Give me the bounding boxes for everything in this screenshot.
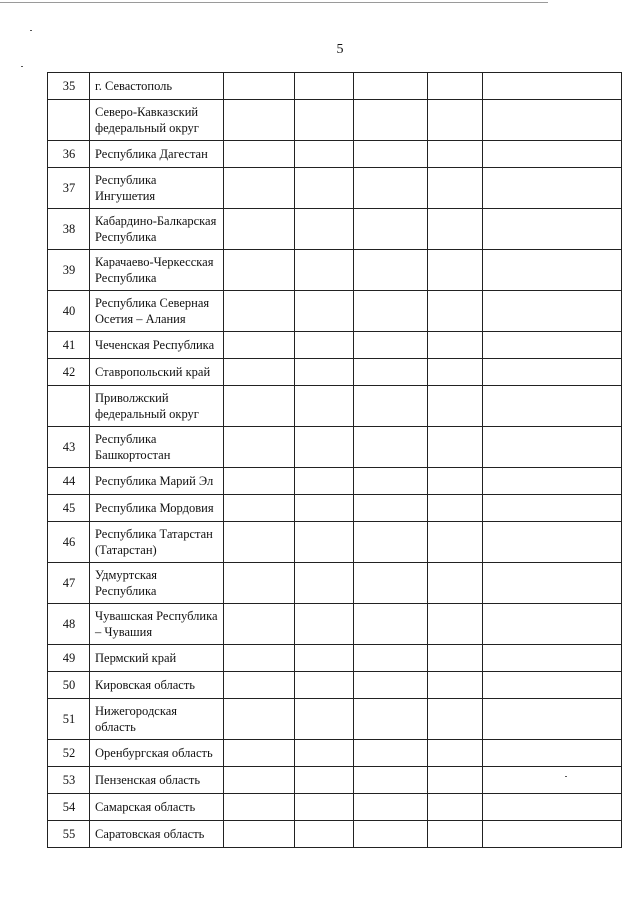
empty-cell xyxy=(224,767,295,794)
row-number-cell: 43 xyxy=(48,427,90,468)
row-number-cell: 41 xyxy=(48,332,90,359)
table-row xyxy=(48,100,622,141)
empty-cell xyxy=(224,359,295,386)
empty-cell xyxy=(224,794,295,821)
row-number-cell: 55 xyxy=(48,821,90,848)
empty-cell xyxy=(295,794,354,821)
region-name-cell: Республика Мордовия xyxy=(90,495,224,522)
region-name-cell: Чеченская Республика xyxy=(90,332,224,359)
empty-cell xyxy=(295,332,354,359)
empty-cell xyxy=(483,740,622,767)
empty-cell xyxy=(295,168,354,209)
empty-cell xyxy=(483,73,622,100)
row-number-cell: 36 xyxy=(48,141,90,168)
empty-cell xyxy=(354,740,428,767)
empty-cell xyxy=(224,699,295,740)
page-number: 5 xyxy=(336,42,344,57)
empty-cell xyxy=(354,209,428,250)
empty-cell xyxy=(295,100,354,141)
region-name-cell: Саратовская область xyxy=(90,821,224,848)
empty-cell xyxy=(354,794,428,821)
empty-cell xyxy=(224,209,295,250)
empty-cell xyxy=(224,604,295,645)
empty-cell xyxy=(483,141,622,168)
empty-cell xyxy=(483,821,622,848)
empty-cell xyxy=(295,821,354,848)
empty-cell xyxy=(428,209,483,250)
empty-cell xyxy=(428,794,483,821)
empty-cell xyxy=(428,495,483,522)
empty-cell xyxy=(224,495,295,522)
table-row xyxy=(48,209,622,250)
table-row xyxy=(48,73,622,100)
top-rule xyxy=(0,2,548,3)
region-name-cell: Пензенская область xyxy=(90,767,224,794)
empty-cell xyxy=(224,468,295,495)
region-name-cell: г. Севастополь xyxy=(90,73,224,100)
region-name-cell: Карачаево-Черкесская Республика xyxy=(90,250,224,291)
empty-cell xyxy=(428,767,483,794)
row-number-cell: 35 xyxy=(48,73,90,100)
empty-cell xyxy=(224,563,295,604)
region-name-cell: Приволжский федеральный округ xyxy=(90,386,224,427)
empty-cell xyxy=(224,291,295,332)
empty-cell xyxy=(224,141,295,168)
table-row xyxy=(48,332,622,359)
empty-cell xyxy=(295,740,354,767)
empty-cell xyxy=(295,359,354,386)
empty-cell xyxy=(428,141,483,168)
row-number-cell: 47 xyxy=(48,563,90,604)
empty-cell xyxy=(428,359,483,386)
empty-cell xyxy=(224,740,295,767)
empty-cell xyxy=(483,332,622,359)
empty-cell xyxy=(354,73,428,100)
region-name-cell: Нижегородская область xyxy=(90,699,224,740)
empty-cell xyxy=(295,495,354,522)
empty-cell xyxy=(428,73,483,100)
empty-cell xyxy=(483,250,622,291)
empty-cell xyxy=(428,672,483,699)
region-name-cell: Чувашская Республика – Чувашия xyxy=(90,604,224,645)
empty-cell xyxy=(483,645,622,672)
region-name-cell: Республика Северная Осетия – Алания xyxy=(90,291,224,332)
empty-cell xyxy=(295,767,354,794)
table-row xyxy=(48,794,622,821)
empty-cell xyxy=(354,604,428,645)
empty-cell xyxy=(224,522,295,563)
region-name-cell: Республика Башкортостан xyxy=(90,427,224,468)
empty-cell xyxy=(224,250,295,291)
table-row xyxy=(48,141,622,168)
empty-cell xyxy=(483,100,622,141)
empty-cell xyxy=(295,699,354,740)
empty-cell xyxy=(354,645,428,672)
empty-cell xyxy=(428,563,483,604)
row-number-cell: 53 xyxy=(48,767,90,794)
scan-speck xyxy=(21,66,23,67)
row-number-cell: 54 xyxy=(48,794,90,821)
empty-cell xyxy=(295,468,354,495)
empty-cell xyxy=(483,291,622,332)
empty-cell xyxy=(295,386,354,427)
empty-cell xyxy=(224,100,295,141)
empty-cell xyxy=(354,100,428,141)
table-row xyxy=(48,563,622,604)
empty-cell xyxy=(295,604,354,645)
empty-cell xyxy=(483,386,622,427)
empty-cell xyxy=(354,427,428,468)
table-row xyxy=(48,645,622,672)
empty-cell xyxy=(428,604,483,645)
table-row xyxy=(48,522,622,563)
empty-cell xyxy=(354,821,428,848)
empty-cell xyxy=(224,386,295,427)
empty-cell xyxy=(428,250,483,291)
table-row xyxy=(48,699,622,740)
scan-speck xyxy=(30,30,32,31)
empty-cell xyxy=(483,794,622,821)
empty-cell xyxy=(295,209,354,250)
empty-cell xyxy=(224,332,295,359)
row-number-cell: 44 xyxy=(48,468,90,495)
empty-cell xyxy=(224,821,295,848)
row-number-cell: 51 xyxy=(48,699,90,740)
region-name-cell: Республика Дагестан xyxy=(90,141,224,168)
empty-cell xyxy=(483,168,622,209)
region-name-cell: Республика Татарстан (Татарстан) xyxy=(90,522,224,563)
row-number-cell: 45 xyxy=(48,495,90,522)
empty-cell xyxy=(428,386,483,427)
empty-cell xyxy=(354,672,428,699)
table-row xyxy=(48,468,622,495)
empty-cell xyxy=(483,495,622,522)
empty-cell xyxy=(483,672,622,699)
empty-cell xyxy=(224,168,295,209)
empty-cell xyxy=(428,821,483,848)
empty-cell xyxy=(483,209,622,250)
table-row xyxy=(48,672,622,699)
region-name-cell: Республика Ингушетия xyxy=(90,168,224,209)
empty-cell xyxy=(295,73,354,100)
empty-cell xyxy=(295,645,354,672)
empty-cell xyxy=(428,291,483,332)
row-number-cell: 39 xyxy=(48,250,90,291)
empty-cell xyxy=(295,522,354,563)
empty-cell xyxy=(295,291,354,332)
region-name-cell: Удмуртская Республика xyxy=(90,563,224,604)
empty-cell xyxy=(354,699,428,740)
empty-cell xyxy=(354,522,428,563)
empty-cell xyxy=(428,645,483,672)
empty-cell xyxy=(428,699,483,740)
empty-cell xyxy=(354,468,428,495)
empty-cell xyxy=(354,291,428,332)
empty-cell xyxy=(354,250,428,291)
region-name-cell: Ставропольский край xyxy=(90,359,224,386)
table-row xyxy=(48,740,622,767)
empty-cell xyxy=(354,168,428,209)
table-row xyxy=(48,767,622,794)
empty-cell xyxy=(428,100,483,141)
empty-cell xyxy=(483,604,622,645)
region-name-cell: Оренбургская область xyxy=(90,740,224,767)
table-row xyxy=(48,386,622,427)
region-name-cell: Кировская область xyxy=(90,672,224,699)
regions-table xyxy=(47,72,622,848)
table-row xyxy=(48,250,622,291)
empty-cell xyxy=(224,73,295,100)
empty-cell xyxy=(483,468,622,495)
empty-cell xyxy=(354,332,428,359)
empty-cell xyxy=(483,359,622,386)
row-number-cell xyxy=(48,100,90,141)
row-number-cell: 48 xyxy=(48,604,90,645)
empty-cell xyxy=(224,672,295,699)
empty-cell xyxy=(354,495,428,522)
empty-cell xyxy=(428,522,483,563)
empty-cell xyxy=(295,250,354,291)
empty-cell xyxy=(295,427,354,468)
empty-cell xyxy=(428,168,483,209)
empty-cell xyxy=(295,563,354,604)
empty-cell xyxy=(428,427,483,468)
empty-cell xyxy=(483,427,622,468)
empty-cell xyxy=(428,740,483,767)
region-name-cell: Северо-Кавказский федеральный округ xyxy=(90,100,224,141)
empty-cell xyxy=(483,699,622,740)
table-row xyxy=(48,291,622,332)
table-row xyxy=(48,359,622,386)
empty-cell xyxy=(224,645,295,672)
row-number-cell: 40 xyxy=(48,291,90,332)
region-name-cell: Кабардино-Балкарская Республика xyxy=(90,209,224,250)
empty-cell xyxy=(428,468,483,495)
region-name-cell: Пермский край xyxy=(90,645,224,672)
empty-cell xyxy=(354,359,428,386)
row-number-cell: 38 xyxy=(48,209,90,250)
empty-cell xyxy=(295,672,354,699)
empty-cell xyxy=(354,767,428,794)
empty-cell xyxy=(354,141,428,168)
empty-cell xyxy=(354,386,428,427)
empty-cell xyxy=(295,141,354,168)
row-number-cell: 52 xyxy=(48,740,90,767)
table-row xyxy=(48,604,622,645)
empty-cell xyxy=(483,767,622,794)
region-name-cell: Республика Марий Эл xyxy=(90,468,224,495)
row-number-cell: 37 xyxy=(48,168,90,209)
row-number-cell: 50 xyxy=(48,672,90,699)
region-name-cell: Самарская область xyxy=(90,794,224,821)
regions-table-body xyxy=(48,73,622,848)
empty-cell xyxy=(354,563,428,604)
table-row xyxy=(48,821,622,848)
row-number-cell: 49 xyxy=(48,645,90,672)
table-row xyxy=(48,427,622,468)
row-number-cell: 42 xyxy=(48,359,90,386)
table-row xyxy=(48,168,622,209)
row-number-cell xyxy=(48,386,90,427)
empty-cell xyxy=(483,522,622,563)
row-number-cell: 46 xyxy=(48,522,90,563)
empty-cell xyxy=(428,332,483,359)
empty-cell xyxy=(483,563,622,604)
table-row xyxy=(48,495,622,522)
empty-cell xyxy=(224,427,295,468)
